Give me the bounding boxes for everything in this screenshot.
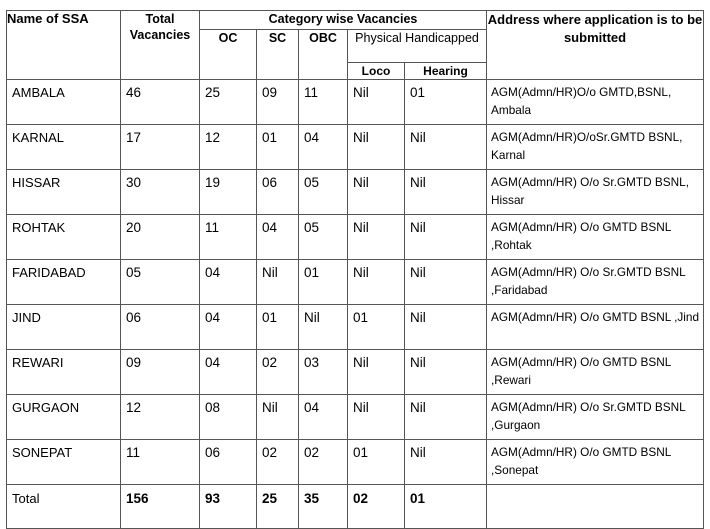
table-row — [7, 350, 704, 395]
cell-sc: 06 — [257, 170, 299, 215]
cell-hearing: 01 — [405, 80, 487, 125]
header-hearing: Hearing — [405, 63, 487, 80]
cell-total: 05 — [121, 260, 200, 305]
cell-address: AGM(Admn/HR) O/o Sr.GMTD BSNL ,Gurgaon — [487, 395, 704, 440]
cell-loco: Nil — [348, 80, 405, 125]
cell-total: 30 — [121, 170, 200, 215]
cell-total: 46 — [121, 80, 200, 125]
cell-ssa-name: GURGAON — [7, 395, 121, 440]
header-loco: Loco — [348, 63, 405, 80]
cell-total: 09 — [121, 350, 200, 395]
table-row — [7, 170, 704, 215]
cell-loco: Nil — [348, 215, 405, 260]
cell-loco: Nil — [348, 395, 405, 440]
cell-address: AGM(Admn/HR)O/o GMTD,BSNL, Ambala — [487, 80, 704, 125]
cell-obc: 11 — [299, 80, 348, 125]
cell-hearing: Nil — [405, 350, 487, 395]
cell-hearing: Nil — [405, 305, 487, 350]
cell-ssa-name: HISSAR — [7, 170, 121, 215]
cell-address: AGM(Admn/HR) O/o Sr.GMTD BSNL ,Faridabad — [487, 260, 704, 305]
cell-total: 20 — [121, 215, 200, 260]
cell-address: AGM(Admn/HR) O/o GMTD BSNL ,Rewari — [487, 350, 704, 395]
table-row — [7, 440, 704, 485]
vacancy-table — [6, 10, 704, 529]
cell-ssa-name: KARNAL — [7, 125, 121, 170]
cell-hearing: Nil — [405, 215, 487, 260]
cell-sc: 01 — [257, 125, 299, 170]
cell-hearing: Nil — [405, 440, 487, 485]
cell-total-loco: 02 — [348, 485, 405, 529]
cell-ssa-name: REWARI — [7, 350, 121, 395]
cell-loco: 01 — [348, 440, 405, 485]
cell-total: 12 — [121, 395, 200, 440]
cell-address: AGM(Admn/HR)O/oSr.GMTD BSNL, Karnal — [487, 125, 704, 170]
cell-loco: Nil — [348, 350, 405, 395]
cell-obc: Nil — [299, 305, 348, 350]
cell-obc: 05 — [299, 170, 348, 215]
cell-oc: 04 — [200, 350, 257, 395]
cell-total: 06 — [121, 305, 200, 350]
table-row — [7, 260, 704, 305]
cell-ssa-name: FARIDABAD — [7, 260, 121, 305]
cell-obc: 04 — [299, 125, 348, 170]
table-row — [7, 215, 704, 260]
cell-sc: 02 — [257, 440, 299, 485]
cell-ssa-name: SONEPAT — [7, 440, 121, 485]
cell-sc: Nil — [257, 260, 299, 305]
table-row — [7, 395, 704, 440]
cell-ssa-name: ROHTAK — [7, 215, 121, 260]
cell-obc: 04 — [299, 395, 348, 440]
cell-address: AGM(Admn/HR) O/o Sr.GMTD BSNL, Hissar — [487, 170, 704, 215]
cell-loco: 01 — [348, 305, 405, 350]
cell-loco: Nil — [348, 125, 405, 170]
header-address: Address where application is to be submitted — [487, 11, 704, 80]
cell-total-address — [487, 485, 704, 529]
cell-oc: 11 — [200, 215, 257, 260]
cell-total-oc: 93 — [200, 485, 257, 529]
table-header — [7, 11, 704, 80]
cell-oc: 25 — [200, 80, 257, 125]
cell-loco: Nil — [348, 260, 405, 305]
header-total-vacancies: Total Vacancies — [121, 11, 200, 80]
cell-sc: 01 — [257, 305, 299, 350]
cell-obc: 05 — [299, 215, 348, 260]
table-row — [7, 80, 704, 125]
cell-ssa-name: AMBALA — [7, 80, 121, 125]
cell-address: AGM(Admn/HR) O/o GMTD BSNL ,Rohtak — [487, 215, 704, 260]
cell-oc: 06 — [200, 440, 257, 485]
cell-oc: 08 — [200, 395, 257, 440]
total-row — [7, 485, 704, 529]
cell-oc: 04 — [200, 260, 257, 305]
cell-address: AGM(Admn/HR) O/o GMTD BSNL ,Sonepat — [487, 440, 704, 485]
cell-sc: 02 — [257, 350, 299, 395]
cell-sc: 04 — [257, 215, 299, 260]
cell-total-obc: 35 — [299, 485, 348, 529]
table-row — [7, 305, 704, 350]
cell-address: AGM(Admn/HR) O/o GMTD BSNL ,Jind — [487, 305, 704, 350]
header-physical-handicapped: Physical Handicapped — [348, 30, 487, 63]
header-sc: SC — [257, 30, 299, 80]
header-name-of-ssa: Name of SSA — [7, 11, 121, 80]
cell-obc: 02 — [299, 440, 348, 485]
cell-obc: 01 — [299, 260, 348, 305]
cell-oc: 04 — [200, 305, 257, 350]
cell-ssa-name: JIND — [7, 305, 121, 350]
header-oc: OC — [200, 30, 257, 80]
cell-total-label: Total — [7, 485, 121, 529]
cell-oc: 12 — [200, 125, 257, 170]
cell-total: 17 — [121, 125, 200, 170]
cell-total: 11 — [121, 440, 200, 485]
cell-total-vacancies: 156 — [121, 485, 200, 529]
cell-hearing: Nil — [405, 170, 487, 215]
cell-total-sc: 25 — [257, 485, 299, 529]
table-body — [7, 80, 704, 529]
cell-sc: 09 — [257, 80, 299, 125]
cell-obc: 03 — [299, 350, 348, 395]
cell-hearing: Nil — [405, 260, 487, 305]
cell-loco: Nil — [348, 170, 405, 215]
table-row — [7, 125, 704, 170]
cell-total-hearing: 01 — [405, 485, 487, 529]
cell-oc: 19 — [200, 170, 257, 215]
header-obc: OBC — [299, 30, 348, 80]
cell-hearing: Nil — [405, 125, 487, 170]
cell-hearing: Nil — [405, 395, 487, 440]
header-category-wise-vacancies: Category wise Vacancies — [200, 11, 487, 30]
cell-sc: Nil — [257, 395, 299, 440]
